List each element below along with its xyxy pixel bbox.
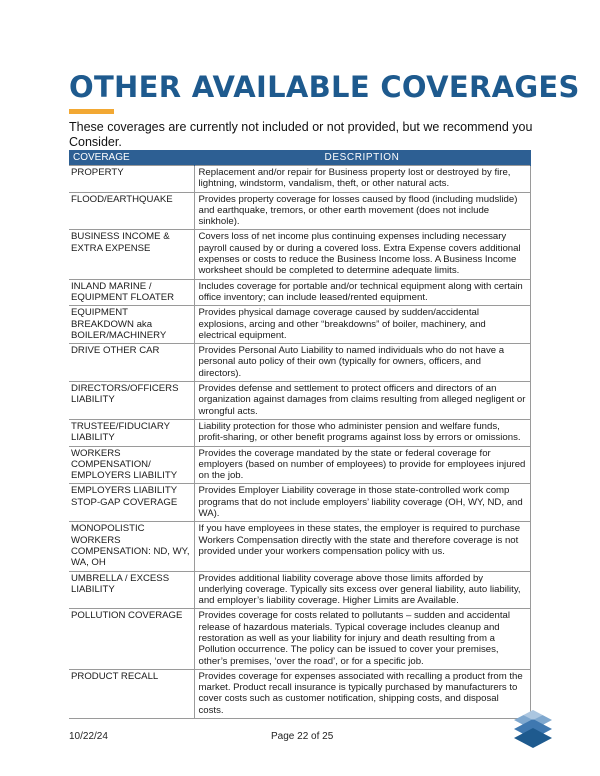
coverage-name: DIRECTORS/OFFICERS LIABILITY (69, 382, 194, 420)
intro-text: These coverages are currently not included or not provided, but we recommend you Consider. (69, 120, 533, 149)
coverage-description: Provides coverage for costs related to pollutants – sudden and accidental release of hazardous materials. Typical coverage includes cleanup and restoration as well as your liability for injury and death resulting from a Pollution occurrence. The policy can be issued to cover your premises, other’s premises, ‘over the road’, or for a specific job. (194, 609, 530, 669)
coverage-name: BUSINESS INCOME & EXTRA EXPENSE (69, 230, 194, 279)
coverage-description: If you have employees in these states, the employer is required to purchase Workers Compensation directly with the state and therefore coverage is not provided under your workers compensation policy with us. (194, 522, 530, 571)
stacked-chevrons-logo-icon (510, 706, 556, 757)
table-row (69, 166, 530, 193)
coverage-description: Provides defense and settlement to protect officers and directors of an organization against damages from claims resulting from alleged negligent or wrongful acts. (194, 382, 530, 420)
table-header-row (69, 150, 530, 166)
table-row (69, 609, 530, 669)
coverage-description: Provides additional liability coverage above those limits afforded by underlying coverage. Typically sits excess over general liability, auto liability, and employer’s liability coverage. Higher Limits are Available. (194, 571, 530, 609)
coverage-name: DRIVE OTHER CAR (69, 344, 194, 382)
description-column-header: DESCRIPTION (194, 150, 530, 166)
page-title: OTHER AVAILABLE COVERAGES (69, 70, 580, 104)
coverage-column-header: COVERAGE (69, 150, 194, 166)
coverage-description: Provides Employer Liability coverage in those state-controlled work comp programs that do not include employers’ liability coverage (OH, WY, ND, and WA). (194, 484, 530, 522)
table-row (69, 279, 530, 306)
title-accent-bar (69, 109, 114, 114)
coverage-description: Covers loss of net income plus continuing expenses including necessary payroll caused by or during a covered loss. Extra Expense covers additional expenses or costs to reduce the Business Income loss. A Business Income worksheet should be completed to determine adequate limits. (194, 230, 530, 279)
coverage-description: Replacement and/or repair for Business property lost or destroyed by fire, lightning, windstorm, vandalism, theft, or other natural acts. (194, 166, 530, 193)
coverage-name: MONOPOLISTIC WORKERS COMPENSATION: ND, WY, WA, OH (69, 522, 194, 571)
coverage-name: FLOOD/EARTHQUAKE (69, 192, 194, 230)
table-row (69, 669, 530, 718)
coverage-description: Liability protection for those who administer pension and welfare funds, profit-sharing, or other benefit programs against loss by errors or omissions. (194, 419, 530, 446)
coverage-description: Includes coverage for portable and/or technical equipment along with certain office inventory; can include leased/rented equipment. (194, 279, 530, 306)
coverage-name: PROPERTY (69, 166, 194, 193)
coverage-name: EMPLOYERS LIABILITY STOP-GAP COVERAGE (69, 484, 194, 522)
table-row (69, 571, 530, 609)
table-row (69, 344, 530, 382)
page-number: Page 22 of 25 (271, 731, 334, 742)
coverage-name: PRODUCT RECALL (69, 669, 194, 718)
coverage-name: WORKERS COMPENSATION/ EMPLOYERS LIABILITY (69, 446, 194, 484)
coverage-description: Provides Personal Auto Liability to named individuals who do not have a personal auto policy of their own (typically for owners, officers, and directors). (194, 344, 530, 382)
coverage-name: TRUSTEE/FIDUCIARY LIABILITY (69, 419, 194, 446)
coverage-description: Provides property coverage for losses caused by flood (including mudslide) and earthquake, tremors, or other earth movement (does not include sinkhole). (194, 192, 530, 230)
table-row (69, 192, 530, 230)
coverage-name: UMBRELLA / EXCESS LIABILITY (69, 571, 194, 609)
table-row (69, 522, 530, 571)
coverage-description: Provides coverage for expenses associated with recalling a product from the market. Product recall insurance is typically purchased by manufacturers to cover costs such as customer notification, shipping costs, and disposal costs. (194, 669, 530, 718)
coverages-table (69, 150, 531, 719)
table-row (69, 484, 530, 522)
coverage-name: INLAND MARINE / EQUIPMENT FLOATER (69, 279, 194, 306)
footer-date: 10/22/24 (69, 731, 108, 742)
table-row (69, 230, 530, 279)
table-row (69, 382, 530, 420)
coverage-description: Provides physical damage coverage caused by sudden/accidental explosions, arcing and other “breakdowns” of boiler, machinery, and electrical equipment. (194, 306, 530, 344)
table-row (69, 419, 530, 446)
table-row (69, 306, 530, 344)
coverage-name: EQUIPMENT BREAKDOWN aka BOILER/MACHINERY (69, 306, 194, 344)
coverage-name: POLLUTION COVERAGE (69, 609, 194, 669)
table-row (69, 446, 530, 484)
coverage-description: Provides the coverage mandated by the state or federal coverage for employers (based on number of employees) to provide for employees injured on the job. (194, 446, 530, 484)
